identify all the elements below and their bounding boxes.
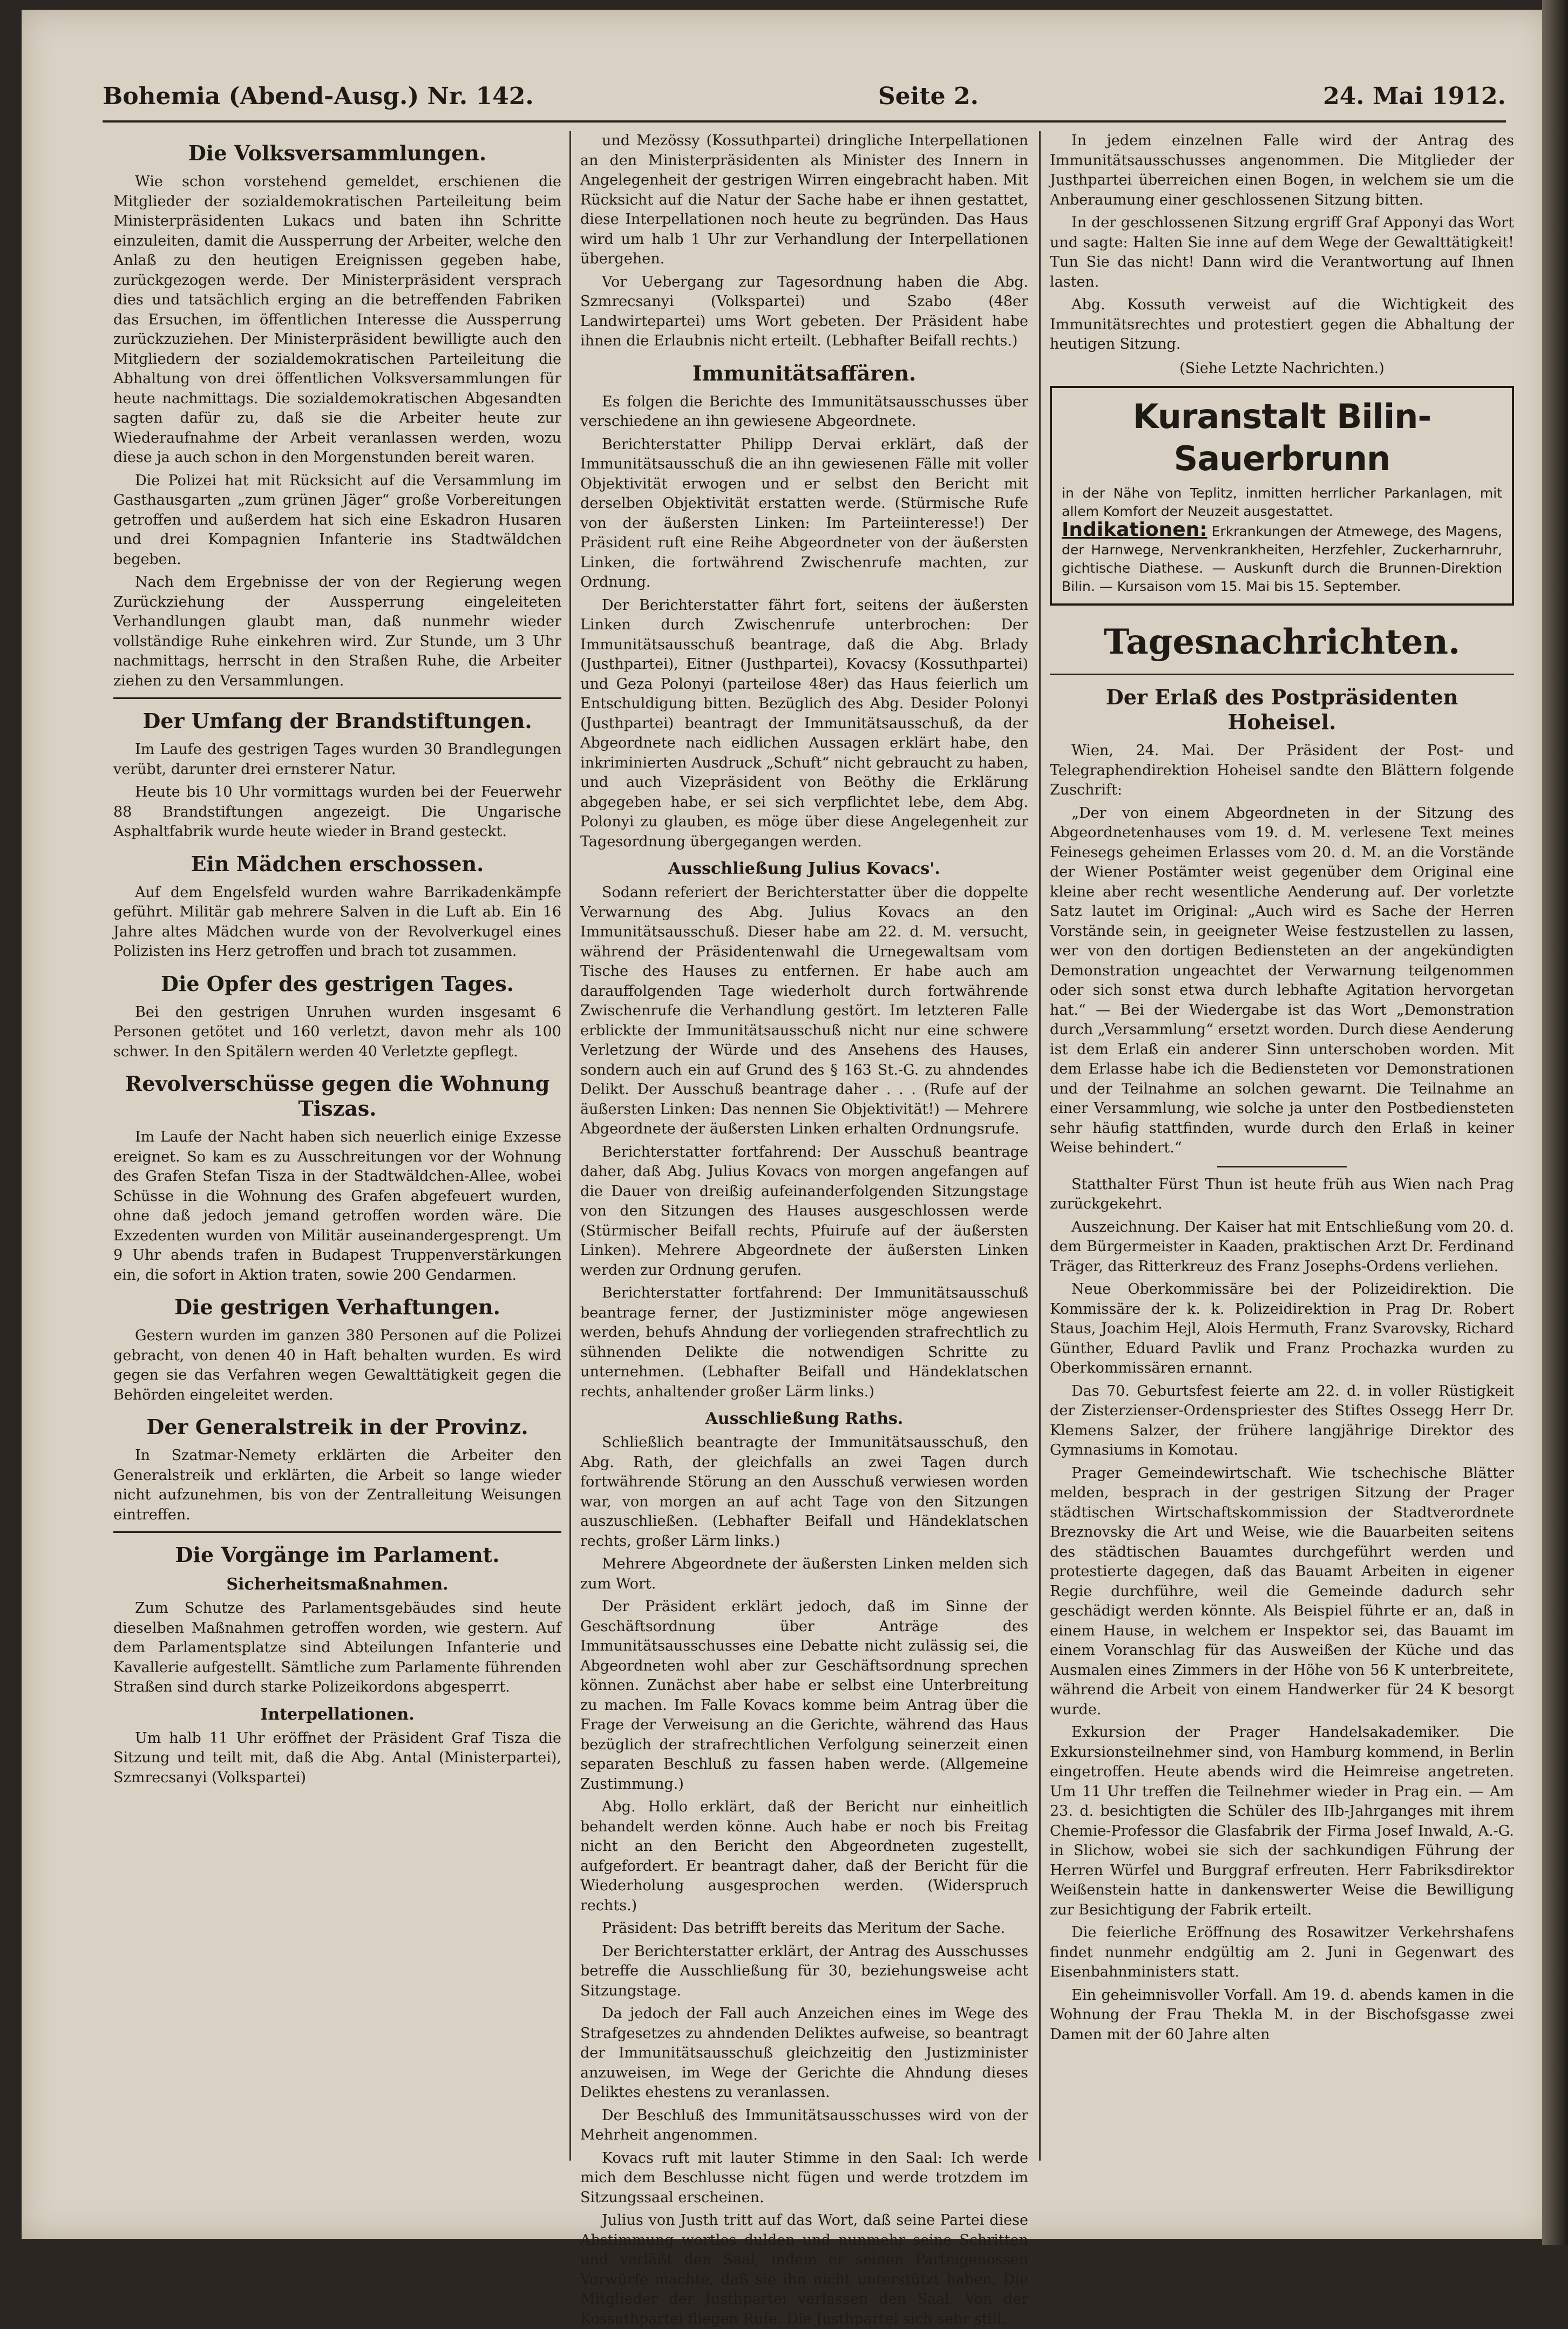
section-title: Tagesnachrichten.	[1103, 622, 1461, 662]
paragraph: Prager Gemeindewirtschaft. Wie tschechische Blätter melden, besprach in der gestrigen Sitzung der Prager städtischen Wirtschaftskommission der Stadtverordnete Breznovsky die Art und Weise, wie die Bauarbeiten seitens des städtischen Bauamtes durchgeführt werden und protestierte dagegen, daß das Bauamt Arbeiten in eigener Regie durchführe, weil die Gemeinde dadurch sehr geschädigt werden könnte. Als Beispiel führte er an, daß in einem Hause, in welchem er Inspektor sei, das Bauamt im einem Voranschlag für das Ausweißen der Küche und das Ausmalen eines Zimmers in der Höhe von 56 K unterbreitete, während die Arbeit von einem Handwerker für 24 K besorgt wurde.	[1050, 1464, 1514, 1718]
paragraph: Das 70. Geburtsfest feierte am 22. d. in voller Rüstigkeit der Zisterzienser-Ordenspriester des Stiftes Ossegg Herr Dr. Klemens Salzer, der frühere langjährige Direktor des Gymnasiums in Komotau.	[1050, 1382, 1514, 1458]
newspaper-page	[22, 10, 1549, 2327]
paragraph: Da jedoch der Fall auch Anzeichen eines im Wege des Strafgesetzes zu ahndenden Deliktes aufweise, so beantragt der Immunitätsausschuß gleichzeitig den Justizminister anzuweisen, im Wege der Gerichte die Ahndung dieses Deliktes ehestens zu veranlassen.	[580, 2005, 1028, 2101]
paragraph: Der Berichterstatter erklärt, der Antrag des Ausschusses betreffe die Ausschließung für 30, beziehungsweise acht Sitzungstage.	[580, 1943, 1028, 1999]
paragraph: Abg. Kossuth verweist auf die Wichtigkeit des Immunitätsrechtes und protestiert gegen die Abhaltung der heutigen Sitzung.	[1050, 296, 1514, 352]
headline: Immunitätsaffären.	[692, 361, 917, 385]
paragraph: und Mezössy (Kossuthpartei) dringliche Interpellationen an den Ministerpräsidenten als Minister des Innern in Angelegenheit der gestrigen Wirren eingebracht haben. Mit Rücksicht auf die Natur der Sache habe er ihnen gestattet, diese Interpellationen noch heute zu begründen. Das Haus wird um halb 1 Uhr zur Verhandlung der Interpellationen übergehen.	[580, 132, 1028, 267]
paragraph: Im Laufe des gestrigen Tages wurden 30 Brandlegungen verübt, darunter drei ernsterer Natur.	[113, 741, 561, 778]
headline: Ein Mädchen erschossen.	[191, 851, 484, 876]
paragraph: Statthalter Fürst Thun ist heute früh aus Wien nach Prag zurückgekehrt.	[1050, 1176, 1514, 1212]
paragraph: Heute bis 10 Uhr vormittags wurden bei der Feuerwehr 88 Brandstiftungen angezeigt. Die Ungarische Asphaltfabrik wurde heute wieder in Brand gesteckt.	[113, 784, 561, 840]
column-1	[113, 131, 561, 2161]
section-rule	[113, 1531, 561, 1533]
subheadline: Interpellationen.	[260, 1705, 415, 1724]
paragraph: Kovacs ruft mit lauter Stimme in den Saal: Ich werde mich dem Beschlusse nicht fügen und werde trotzdem im Sitzungssaal erscheinen.	[580, 2149, 1028, 2206]
headline: Der Erlaß des Postpräsidenten Hoheisel.	[1105, 685, 1458, 734]
column-2	[580, 131, 1028, 2327]
headline: Die gestrigen Verhaftungen.	[174, 1295, 500, 1319]
cross-reference-note: (Siehe Letzte Nachrichten.)	[1179, 359, 1384, 377]
headline: Der Generalstreik in der Provinz.	[146, 1415, 528, 1439]
subheadline: Ausschließung Raths.	[705, 1409, 904, 1428]
paragraph: Gestern wurden im ganzen 380 Personen auf die Polizei gebracht, von denen 40 in Haft behalten wurden. Es wird gegen sie das Verfahren wegen Gewalttätigkeit gegen die Behörden eingeleitet werden.	[113, 1327, 561, 1403]
ad-text: in der Nähe von Teplitz, inmitten herrlicher Parkanlagen, mit allem Komfort der Neuzeit ausgestattet.	[1062, 485, 1502, 519]
paragraph: Abg. Hollo erklärt, daß der Bericht nur einheitlich behandelt werden könne. Auch habe er noch bis Freitag nicht an den Bericht den Abgeordneten zugestellt, aufgefordert. Er beantragt daher, daß der Bericht für die Wiederholung ausgesprochen werden. (Widerspruch rechts.)	[580, 1798, 1028, 1914]
paragraph: Um halb 11 Uhr eröffnet der Präsident Graf Tisza die Sitzung und teilt mit, daß die Abg. Antal (Ministerpartei), Szmrecsanyi (Volkspartei)	[113, 1729, 561, 1786]
page-edge-shadow	[1542, 0, 1568, 2245]
paragraph: Die Polizei hat mit Rücksicht auf die Versammlung im Gasthausgarten „zum grünen Jäger“ große Vorbereitungen getroffen und außerdem hat sich eine Eskadron Husaren und drei Kompagnien Infanterie ins Stadtwäldchen begeben.	[113, 472, 561, 568]
subheadline: Ausschließung Julius Kovacs'.	[668, 859, 940, 878]
paragraph: Im Laufe der Nacht haben sich neuerlich einige Exzesse ereignet. So kam es zu Ausschreitungen vor der Wohnung des Grafen Stefan Tisza in der Stadtwäldchen-Allee, wobei Schüsse in die Wohnung des Grafen abgefeuert wurden, ohne daß jedoch jemand getroffen worden wäre. Die Exzedenten wurden von Militär auseinandergesprengt. Um 9 Uhr abends trafen in Budapest Truppenverstärkungen ein, die sofort in Aktion traten, sowie 200 Gendarmen.	[113, 1129, 561, 1284]
paragraph: Schließlich beantragte der Immunitätsausschuß, den Abg. Rath, der gleichfalls an zwei Tagen durch fortwährende Störung an den Ausschuß verwiesen worden war, von morgen an auf acht Tage von den Sitzungen auszuschließen. (Lebhafter Beifall und Händeklatschen rechts, großer Lärm links.)	[580, 1434, 1028, 1550]
paragraph: Es folgen die Berichte des Immunitätsausschusses über verschiedene an ihn gewiesene Abgeordnete.	[580, 393, 1028, 430]
paragraph: Der Präsident erklärt jedoch, daß im Sinne der Geschäftsordnung über Anträge des Immunitätsausschusses eine Debatte nicht zulässig sei, die Abgeordneten wohl aber zur Geschäftsordnung sprechen können. Zunächst aber habe er selbst eine Unterbreitung zu machen. Im Falle Kovacs komme beim Antrag über die Frage der Verweisung an die Gerichte, während das Haus bezüglich der strafrechtlichen Verfolgung seinerzeit einen separaten Beschluß zu fassen haben werde. (Allgemeine Zustimmung.)	[580, 1598, 1028, 1792]
paragraph: In jedem einzelnen Falle wird der Antrag des Immunitätsausschusses angenommen. Die Mitglieder der Justhpartei überreichen einen Bogen, in welchem sie um die Anberaumung einer geschlossenen Sitzung bitten.	[1050, 132, 1514, 208]
subheadline: Sicherheitsmaßnahmen.	[226, 1575, 449, 1594]
headline: Die Vorgänge im Parlament.	[175, 1543, 500, 1567]
header-page-number: Seite 2.	[878, 82, 979, 110]
paragraph: Zum Schutze des Parlamentsgebäudes sind heute dieselben Maßnahmen getroffen worden, wie gestern. Auf dem Parlamentsplatze sind Abteilungen Infanterie und Kavallerie aufgestellt. Sämtliche zum Parlamente führenden Straßen sind durch starke Polizeikordons abgesperrt.	[113, 1600, 561, 1695]
paragraph: Wie schon vorstehend gemeldet, erschienen die Mitglieder der sozialdemokratischen Parteileitung beim Ministerpräsidenten Lukacs und baten ihn Schritte einzuleiten, damit die Aussperrung der Arbeiter, welche den Anlaß zu den heutigen Ereignissen gegeben habe, zurückgezogen werde. Der Ministerpräsident versprach dies und tatsächlich erging an die betreffenden Fabriken das Ersuchen, im öffentlichen Interesse die Aussperrung zurückzuziehen. Der Ministerpräsident bewilligte auch den Mitgliedern der sozialdemokratischen Parteileitung die Abhaltung von drei öffentlichen Volksversammlungen für heute nachmittags. Die sozialdemokratischen Abgesandten sagten dafür zu, daß sie die Arbeiter heute zur Wiederaufnahme der Arbeit veranlassen werden, wozu diese ja auch schon in den Morgenstunden bereit waren.	[113, 173, 561, 466]
headline: Die Volksversammlungen.	[188, 141, 487, 165]
paragraph: Berichterstatter Philipp Dervai erklärt, daß der Immunitätsausschuß die an ihn gewiesenen Fälle mit voller Objektivität erwogen und er selbst den Bericht mit derselben Objektivität erstatten werde. (Stürmische Rufe von der äußersten Linken: Im Parteiinteresse!) Der Präsident ruft eine Reihe Abgeordneter von der äußersten Linken, die fortwährend Zwischenrufe machten, zur Ordnung.	[580, 436, 1028, 590]
paragraph: Präsident: Das betrifft bereits das Meritum der Sache.	[602, 1920, 1006, 1937]
ad-indications-label: Indikationen:	[1062, 519, 1207, 541]
ad-indications	[1062, 521, 1502, 596]
paragraph: Berichterstatter fortfahrend: Der Immunitätsausschuß beantrage ferner, der Justizminister möge angewiesen werden, behufs Ahndung der vorliegenden strafrechtlich zu sühnenden Delikte die notwendigen Schritte zu unternehmen. (Lebhafter Beifall und Händeklatschen rechts, anhaltender großer Lärm links.)	[580, 1285, 1028, 1400]
advertisement-box	[1050, 386, 1514, 606]
paragraph: Mehrere Abgeordnete der äußersten Linken melden sich zum Wort.	[580, 1556, 1028, 1592]
section-rule	[113, 697, 561, 699]
column-divider	[569, 131, 571, 2161]
ad-indications-text: Erkrankungen der Atmewege, des Magens, der Harnwege, Nervenkrankheiten, Herzfehler, Zuckerharnruhr, gichtische Diathese. — Auskunft durch die Brunnen-Direktion Bilin. — Kursaison vom 15. Mai bis 15. September.	[1062, 524, 1502, 594]
paragraph: Julius von Justh tritt auf das Wort, daß seine Partei diese Abstimmung wortlos dulden und nunmehr seine Schritten und verläßt den Saal, indem er seinen Parteigenossen Vorwürfe machte, daß sie ihn nicht unterstützt haben. Die Mitglieder der Justhpartei verlassen den Saal. Von der Kossuthpartei fliegen Rufe. Die Justhpartei sich sehr still.	[580, 2212, 1028, 2327]
paragraph: In Szatmar-Nemety erklärten die Arbeiter den Generalstreik und erklärten, die Arbeit so lange wieder nicht aufzunehmen, bis von der Zentralleitung Weisungen eintreffen.	[113, 1447, 561, 1523]
paragraph: Bei den gestrigen Unruhen wurden insgesamt 6 Personen getötet und 160 verletzt, davon mehr als 100 schwer. In den Spitälern werden 40 Verletzte gepflegt.	[113, 1003, 561, 1060]
paragraph: Sodann referiert der Berichterstatter über die doppelte Verwarnung des Abg. Julius Kovacs an den Immunitätsausschuß. Dieser habe am 22. d. M. versucht, während der Präsidentenwahl die Urnegewaltsam vom Tische des Hauses zu entfernen. Er habe auch am darauffolgenden Tage wiederholt durch fortwährende Zwischenrufe die Verhandlung gestört. Im letzteren Falle erblickte der Immunitätsausschuß nicht nur eine schwere Verletzung der Würde und des Ansehens des Hauses, sondern auch ein auf Grund des § 163 St.-G. zu ahndendes Delikt. Der Ausschuß beantrage daher . . . (Rufe auf der äußersten Linken: Das nennen Sie Objektivität!) — Mehrere Abgeordnete der äußersten Linken erhalten Ordnungsrufe.	[580, 884, 1028, 1137]
page-header	[103, 74, 1506, 118]
paragraph: In der geschlossenen Sitzung ergriff Graf Apponyi das Wort und sagte: Halten Sie inne auf dem Wege der Gewalttätigkeit! Tun Sie das nicht! Dann wird die Verantwortung auf Ihnen lasten.	[1050, 214, 1514, 290]
separator-rule	[1217, 1166, 1347, 1167]
headline: Der Umfang der Brandstiftungen.	[142, 709, 532, 733]
paragraph: Nach dem Ergebnisse der von der Regierung wegen Zurückziehung der Aussperrung eingeleiteten Verhandlungen glaubt man, daß nunmehr wieder vollständige Ruhe einkehren wird. Zur Stunde, um 3 Uhr nachmittags, herrscht in den Straßen Ruhe, die Arbeiter ziehen zu den Versammlungen.	[113, 574, 561, 689]
column-divider	[1039, 131, 1041, 2161]
header-date: 24. Mai 1912.	[1323, 82, 1506, 110]
paragraph: Exkursion der Prager Handelsakademiker. Die Exkursionsteilnehmer sind, von Hamburg kommend, in Berlin eingetroffen. Heute abends wird die Heimreise angetreten. Um 11 Uhr treffen die Teilnehmer wieder in Prag ein. — Am 23. d. besichtigten die Schüler des IIb-Jahrganges mit ihrem Chemie-Professor die Glasfabrik der Firma Josef Inwald, A.-G. in Slichow, wobei sie sich der sachkundigen Führung der Herren Würfel und Burggraf erfreuten. Herr Fabriksdirektor Weißenstein hatte in dankenswerter Weise die Bewilligung zur Besichtigung der Fabrik erteilt.	[1050, 1724, 1514, 1918]
header-left: Bohemia (Abend-Ausg.) Nr. 142.	[103, 82, 534, 110]
headline: Revolverschüsse gegen die Wohnung Tiszas.	[125, 1071, 550, 1121]
paragraph: Auf dem Engelsfeld wurden wahre Barrikadenkämpfe geführt. Militär gab mehrere Salven in die Luft ab. Ein 16 Jahre altes Mädchen wurde von der Revolverkugel eines Polizisten ins Herz getroffen und brach tot zusammen.	[113, 884, 561, 960]
section-rule	[1050, 674, 1514, 675]
paragraph: Neue Oberkommissäre bei der Polizeidirektion. Die Kommissäre der k. k. Polizeidirektion in Prag Dr. Robert Staus, Joachim Hejl, Alois Hermuth, Franz Svarovsky, Richard Günther, Eduard Pavlik und Franz Prochazka wurden zu Oberkommissären ernannt.	[1050, 1281, 1514, 1376]
paragraph: Wien, 24. Mai. Der Präsident der Post- und Telegraphendirektion Hoheisel sandte den Blättern folgende Zuschrift:	[1050, 742, 1514, 798]
paragraph: Berichterstatter fortfahrend: Der Ausschuß beantrage daher, daß Abg. Julius Kovacs von morgen angefangen auf die Dauer von dreißig aufeinanderfolgenden Sitzungstage von den Sitzungen des Hauses ausgeschlossen werde (Stürmischer Beifall rechts, Pfuirufe auf der äußersten Linken). Mehrere Abgeordnete der äußersten Linken werden zur Ordnung gerufen.	[580, 1143, 1028, 1279]
column-3	[1050, 131, 1514, 2161]
header-rule	[103, 120, 1506, 123]
ad-title: Kuranstalt Bilin-Sauerbrunn	[1132, 397, 1431, 478]
headline: Die Opfer des gestrigen Tages.	[161, 971, 514, 996]
paragraph: Auszeichnung. Der Kaiser hat mit Entschließung vom 20. d. dem Bürgermeister in Kaaden, praktischen Arzt Dr. Ferdinand Träger, das Ritterkreuz des Franz Josephs-Ordens verliehen.	[1050, 1218, 1514, 1275]
paragraph: Der Beschluß des Immunitätsausschusses wird von der Mehrheit angenommen.	[580, 2107, 1028, 2143]
paragraph: Die feierliche Eröffnung des Rosawitzer Verkehrshafens findet nunmehr endgültig am 2. Juni in Gegenwart des Eisenbahnministers statt.	[1050, 1924, 1514, 1980]
paragraph: Vor Uebergang zur Tagesordnung haben die Abg. Szmrecsanyi (Volkspartei) und Szabo (48er Landwirtepartei) ums Wort gebeten. Der Präsident habe ihnen die Erlaubnis nicht erteilt. (Lebhafter Beifall rechts.)	[580, 273, 1028, 349]
paragraph: „Der von einem Abgeordneten in der Sitzung des Abgeordnetenhauses vom 19. d. M. verlesene Text meines Feinesegs geheimen Erlasses vom 20. d. M. an die Vorstände der Wiener Postämter weist gegenüber dem Original eine kleine aber recht wesentliche Aenderung auf. Der vorletzte Satz lautet im Original: „Auch wird es Sache der Herren Vorstände sein, in geeigneter Weise festzustellen zu lassen, wer von den dortigen Bediensteten an der angekündigten Demonstration ungeachtet der Verwarnung teilgenommen oder sich sonst etwa durch lebhafte Agitation hervorgetan hat.“ — Bei der Wiedergabe ist das Wort „Demonstration durch „Versammlung“ ersetzt worden. Durch diese Aenderung ist dem Erlaß ein anderer Sinn unterschoben worden. Mit dem Erlasse habe ich die Bediensteten vor Demonstrationen und der Teilnahme an solchen gewarnt. Die Teilnahme an einer Versammlung, wie solche ja unter den Postbediensteten sehr häufig stattfinden, wurde durch den Erlaß in keiner Weise behindert.“	[1050, 804, 1514, 1156]
paragraph: Ein geheimnisvoller Vorfall. Am 19. d. abends kamen in die Wohnung der Frau Thekla M. in der Bischofsgasse zwei Damen mit der 60 Jahre alten	[1050, 1986, 1514, 2043]
paragraph: Der Berichterstatter fährt fort, seitens der äußersten Linken durch Zwischenrufe unterbrochen: Der Immunitätsausschuß beantrage, daß die Abg. Brlady (Justhpartei), Eitner (Justhpartei), Kovacsy (Kossuthpartei) und Geza Polonyi (parteilose 48er) das Haus feierlich um Entschuldigung bitten. Bezüglich des Abg. Desider Polonyi (Justhpartei) beantragt der Immunitätsausschuß, da der Abgeordnete nach eidlichen Aussagen erklärt habe, den inkriminierten Ausdruck „Schuft“ nicht gebraucht zu haben, und auch Vizepräsident von Beöthy die Erklärung abgegeben habe, er sei sich verpflichtet lebe, dem Abg. Polonyi zu glauben, es möge über diese Angelegenheit zur Tagesordnung übergegangen werden.	[580, 596, 1028, 850]
